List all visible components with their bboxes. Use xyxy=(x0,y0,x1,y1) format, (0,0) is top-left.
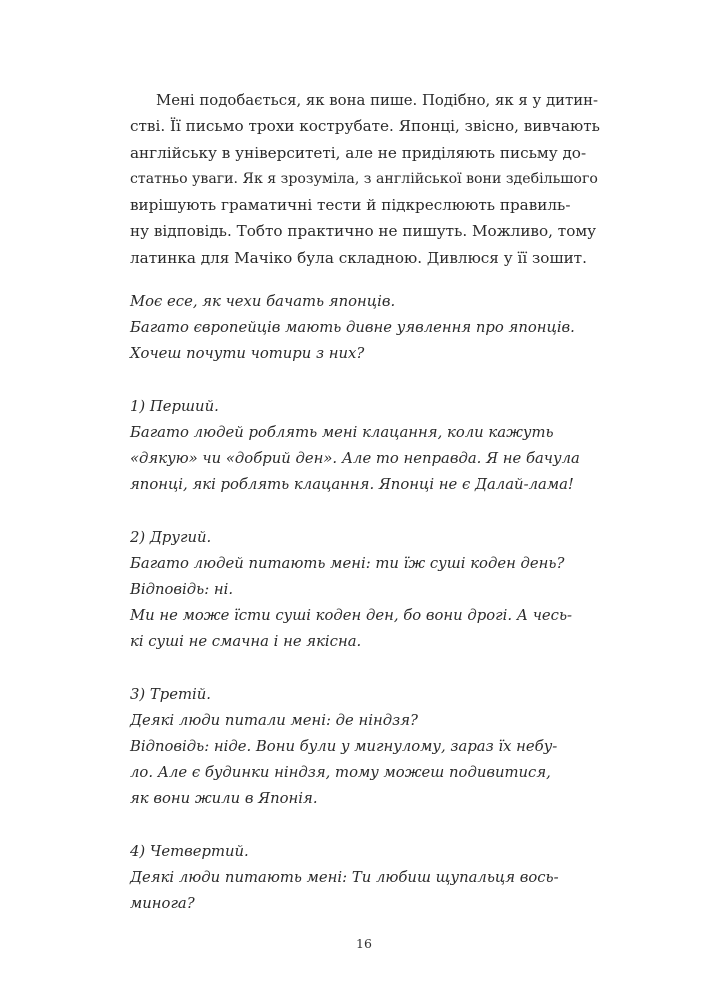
text-line: стві. Її письмо трохи кострубате. Японці, звісно, вивчають xyxy=(130,117,600,136)
essay-section-2 xyxy=(130,525,600,656)
text-line: англійську в університеті, але не приділяють письму до- xyxy=(130,143,587,162)
essay-line: Багато людей роблять мені клацання, коли кажуть xyxy=(130,423,554,441)
essay-line: Деякі люди питали мені: де ніндзя? xyxy=(130,711,418,729)
essay-line: минога? xyxy=(130,894,195,912)
essay-line: японці, які роблять клацання. Японці не є Далай-лама! xyxy=(130,476,574,494)
text-line: латинка для Мачіко була складною. Дивлюся у її зошит. xyxy=(130,248,587,267)
essay-line: Відповідь: ні. xyxy=(130,580,234,598)
section-heading: 4) Четвертий. xyxy=(130,842,249,860)
essay-section-3 xyxy=(130,682,600,813)
essay-section-4 xyxy=(130,839,600,918)
essay-line: ло. Але є будинки ніндзя, тому можеш подивитися, xyxy=(130,764,551,782)
section-heading: 3) Третій. xyxy=(130,685,211,703)
text-line: ну відповідь. Тобто практично не пишуть. Можливо, тому xyxy=(130,222,597,241)
text-line: вирішують граматичні тести й підкреслюють правиль- xyxy=(130,196,571,215)
section-heading: 1) Перший. xyxy=(130,397,219,415)
essay-line: Багато людей питають мені: ти їж суші коден день? xyxy=(130,554,565,572)
essay-line: кі суші не смачна і не якісна. xyxy=(130,633,362,651)
text-line: Мені подобається, як вона пише. Подібно, як я у дитин- xyxy=(156,91,599,109)
page-number: 16 xyxy=(356,936,372,951)
text-line: статньо уваги. Як я зрозуміла, з англійської вони здебільшого xyxy=(130,170,598,187)
essay-line: Хочеш почути чотири з них? xyxy=(130,345,365,363)
essay-line: «дякую» чи «добрий ден». Але то неправда. Я не бачула xyxy=(130,450,580,468)
essay-line: Деякі люди питають мені: Ти любиш щупальця вось- xyxy=(130,868,559,886)
essay-intro xyxy=(130,289,600,368)
essay-line: як вони жили в Японія. xyxy=(130,790,318,808)
essay-line: Відповідь: ніде. Вони були у мигнулому, зараз їх небу- xyxy=(130,737,558,755)
essay-line: Багато європейців мають дивне уявлення про японців. xyxy=(130,319,575,337)
essay-section-1 xyxy=(130,394,600,499)
section-heading: 2) Другий. xyxy=(130,528,212,546)
page-text xyxy=(130,87,600,917)
intro-paragraph xyxy=(130,87,600,271)
essay-line: Моє есе, як чехи бачать японців. xyxy=(130,293,396,311)
essay-line: Ми не може їсти суші коден ден, бо вони дрогі. А чесь- xyxy=(130,607,573,625)
